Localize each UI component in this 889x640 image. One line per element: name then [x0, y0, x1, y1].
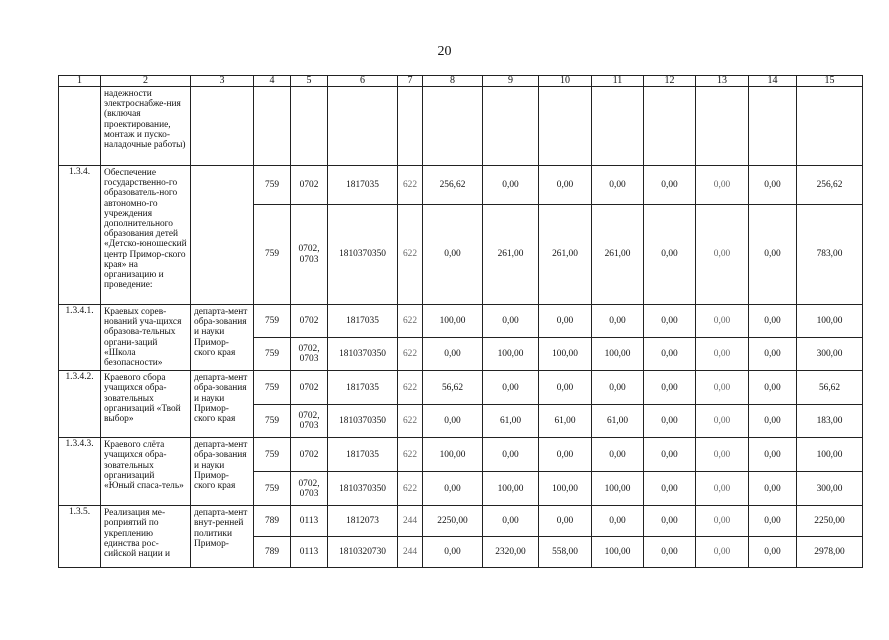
value-cell: 100,00	[483, 472, 539, 506]
value-cell: 0,00	[539, 506, 592, 537]
value-cell: 56,62	[797, 371, 863, 405]
executor-cell: департа-мент обра-зования и науки Примор-ского края	[191, 371, 254, 438]
value-cell: 1810370350	[328, 405, 398, 438]
value-cell: 61,00	[483, 405, 539, 438]
item-number-cell: 1.3.4.	[59, 166, 101, 305]
value-cell: 1817035	[328, 305, 398, 338]
value-cell: 0,00	[696, 537, 749, 568]
value-cell: 1810370350	[328, 472, 398, 506]
executor-cell: департа-мент внут-ренней политики Примор-	[191, 506, 254, 568]
column-header: 5	[291, 76, 328, 87]
item-number-cell: 1.3.5.	[59, 506, 101, 568]
value-cell: 0,00	[749, 537, 797, 568]
value-cell: 622	[398, 472, 423, 506]
value-cell: 0,00	[644, 405, 696, 438]
item-number-cell: 1.3.4.1.	[59, 305, 101, 371]
value-cell: 558,00	[539, 537, 592, 568]
value-cell: 0,00	[644, 166, 696, 205]
value-cell: 0,00	[423, 537, 483, 568]
value-cell: 759	[254, 438, 291, 472]
value-cell: 1817035	[328, 166, 398, 205]
continuation-row	[59, 87, 863, 166]
value-cell: 622	[398, 337, 423, 371]
value-cell: 1810320730	[328, 537, 398, 568]
empty-cell	[797, 87, 863, 166]
value-cell: 0,00	[696, 472, 749, 506]
value-cell: 1812073	[328, 506, 398, 537]
value-cell: 789	[254, 506, 291, 537]
value-cell: 100,00	[483, 337, 539, 371]
item-name-cell: Краевых сорев-нований уча-щихся образова-тельных органи-заций «Школа безопасности»	[101, 305, 191, 371]
value-cell: 300,00	[797, 337, 863, 371]
column-header: 12	[644, 76, 696, 87]
value-cell: 0,00	[423, 405, 483, 438]
empty-cell	[291, 87, 328, 166]
value-cell: 0113	[291, 537, 328, 568]
value-cell: 0,00	[423, 337, 483, 371]
empty-cell	[644, 87, 696, 166]
item-name-cell: Обеспечение государственно-го образователь-ного автономно-го учреждения дополнительного образования детей «Детско-юношеский центр Примор-ского края» на организацию и проведение:	[101, 166, 191, 305]
value-cell: 0,00	[749, 337, 797, 371]
empty-cell	[191, 87, 254, 166]
value-cell: 0,00	[749, 405, 797, 438]
value-cell: 622	[398, 371, 423, 405]
empty-cell	[483, 87, 539, 166]
budget-table	[58, 75, 863, 568]
value-cell: 0,00	[696, 405, 749, 438]
executor-cell	[191, 166, 254, 305]
table-row	[59, 305, 863, 338]
value-cell: 0702	[291, 371, 328, 405]
value-cell: 759	[254, 166, 291, 205]
value-cell: 1810370350	[328, 205, 398, 305]
item-name-cell: Реализация ме-роприятий по укреплению единства рос-сийской нации и	[101, 506, 191, 568]
value-cell: 0702, 0703	[291, 405, 328, 438]
value-cell: 2250,00	[797, 506, 863, 537]
column-header: 6	[328, 76, 398, 87]
column-header: 11	[592, 76, 644, 87]
value-cell: 1817035	[328, 371, 398, 405]
value-cell: 261,00	[539, 205, 592, 305]
value-cell: 0702	[291, 438, 328, 472]
value-cell: 0,00	[696, 371, 749, 405]
empty-cell	[398, 87, 423, 166]
value-cell: 2978,00	[797, 537, 863, 568]
value-cell: 0113	[291, 506, 328, 537]
value-cell: 0,00	[696, 166, 749, 205]
executor-cell: департа-мент обра-зования и науки Примор-ского края	[191, 438, 254, 506]
value-cell: 0,00	[483, 371, 539, 405]
value-cell: 100,00	[423, 305, 483, 338]
value-cell: 0,00	[749, 305, 797, 338]
column-header: 13	[696, 76, 749, 87]
column-header: 8	[423, 76, 483, 87]
column-header: 7	[398, 76, 423, 87]
value-cell: 100,00	[797, 305, 863, 338]
value-cell: 0,00	[749, 371, 797, 405]
column-header: 9	[483, 76, 539, 87]
value-cell: 0,00	[644, 537, 696, 568]
value-cell: 244	[398, 537, 423, 568]
item-name-cell: надежности электроснабже-ния (включая проектирование, монтаж и пуско-наладочные работы)	[101, 87, 191, 166]
value-cell: 1810370350	[328, 337, 398, 371]
value-cell: 0,00	[539, 305, 592, 338]
value-cell: 0,00	[592, 305, 644, 338]
empty-cell	[254, 87, 291, 166]
empty-cell	[749, 87, 797, 166]
value-cell: 1817035	[328, 438, 398, 472]
value-cell: 622	[398, 205, 423, 305]
value-cell: 183,00	[797, 405, 863, 438]
value-cell: 261,00	[483, 205, 539, 305]
value-cell: 0,00	[644, 337, 696, 371]
table-row	[59, 438, 863, 472]
value-cell: 100,00	[592, 472, 644, 506]
value-cell: 0,00	[696, 337, 749, 371]
value-cell: 0,00	[644, 371, 696, 405]
value-cell: 100,00	[797, 438, 863, 472]
column-header: 4	[254, 76, 291, 87]
value-cell: 0,00	[423, 205, 483, 305]
value-cell: 0,00	[696, 305, 749, 338]
value-cell: 0702	[291, 166, 328, 205]
value-cell: 56,62	[423, 371, 483, 405]
value-cell: 0,00	[644, 305, 696, 338]
value-cell: 0,00	[592, 371, 644, 405]
item-number-cell: 1.3.4.3.	[59, 438, 101, 506]
item-number-cell: 1.3.4.2.	[59, 371, 101, 438]
value-cell: 100,00	[423, 438, 483, 472]
value-cell: 2250,00	[423, 506, 483, 537]
value-cell: 0,00	[483, 506, 539, 537]
value-cell: 100,00	[592, 337, 644, 371]
value-cell: 622	[398, 305, 423, 338]
value-cell: 759	[254, 472, 291, 506]
value-cell: 2320,00	[483, 537, 539, 568]
table-row	[59, 506, 863, 537]
value-cell: 300,00	[797, 472, 863, 506]
value-cell: 0,00	[644, 205, 696, 305]
value-cell: 0,00	[539, 438, 592, 472]
value-cell: 61,00	[592, 405, 644, 438]
value-cell: 244	[398, 506, 423, 537]
value-cell: 0,00	[749, 506, 797, 537]
value-cell: 789	[254, 537, 291, 568]
value-cell: 0,00	[592, 166, 644, 205]
value-cell: 0,00	[423, 472, 483, 506]
value-cell: 759	[254, 405, 291, 438]
value-cell: 0702, 0703	[291, 205, 328, 305]
column-header: 10	[539, 76, 592, 87]
value-cell: 0,00	[696, 438, 749, 472]
value-cell: 0,00	[749, 166, 797, 205]
value-cell: 0,00	[592, 506, 644, 537]
value-cell: 759	[254, 305, 291, 338]
value-cell: 61,00	[539, 405, 592, 438]
value-cell: 256,62	[423, 166, 483, 205]
empty-cell	[539, 87, 592, 166]
column-header: 2	[101, 76, 191, 87]
value-cell: 759	[254, 337, 291, 371]
value-cell: 0,00	[696, 205, 749, 305]
column-header: 1	[59, 76, 101, 87]
table-row	[59, 371, 863, 405]
column-header: 15	[797, 76, 863, 87]
value-cell: 0702, 0703	[291, 337, 328, 371]
item-name-cell: Краевого сбора учащихся обра-зовательных организаций «Твой выбор»	[101, 371, 191, 438]
value-cell: 100,00	[592, 537, 644, 568]
value-cell: 0,00	[483, 305, 539, 338]
header-row	[59, 76, 863, 87]
value-cell: 0,00	[696, 506, 749, 537]
empty-cell	[592, 87, 644, 166]
value-cell: 622	[398, 438, 423, 472]
value-cell: 783,00	[797, 205, 863, 305]
value-cell: 0,00	[483, 438, 539, 472]
value-cell: 0,00	[749, 472, 797, 506]
page-number: 20	[437, 44, 452, 59]
empty-cell	[423, 87, 483, 166]
value-cell: 759	[254, 205, 291, 305]
value-cell: 0,00	[644, 506, 696, 537]
empty-cell	[59, 87, 101, 166]
value-cell: 0,00	[539, 166, 592, 205]
table-row	[59, 166, 863, 205]
column-header: 14	[749, 76, 797, 87]
value-cell: 256,62	[797, 166, 863, 205]
value-cell: 100,00	[539, 337, 592, 371]
value-cell: 0,00	[749, 205, 797, 305]
value-cell: 0702, 0703	[291, 472, 328, 506]
value-cell: 0,00	[644, 438, 696, 472]
value-cell: 0702	[291, 305, 328, 338]
value-cell: 100,00	[539, 472, 592, 506]
value-cell: 0,00	[749, 438, 797, 472]
empty-cell	[696, 87, 749, 166]
value-cell: 0,00	[644, 472, 696, 506]
value-cell: 622	[398, 166, 423, 205]
empty-cell	[328, 87, 398, 166]
value-cell: 0,00	[483, 166, 539, 205]
value-cell: 622	[398, 405, 423, 438]
column-header: 3	[191, 76, 254, 87]
value-cell: 0,00	[592, 438, 644, 472]
value-cell: 759	[254, 371, 291, 405]
value-cell: 261,00	[592, 205, 644, 305]
executor-cell: департа-мент обра-зования и науки Примор-ского края	[191, 305, 254, 371]
value-cell: 0,00	[539, 371, 592, 405]
item-name-cell: Краевого слёта учащихся обра-зовательных организаций «Юный спаса-тель»	[101, 438, 191, 506]
table-body	[59, 76, 863, 568]
